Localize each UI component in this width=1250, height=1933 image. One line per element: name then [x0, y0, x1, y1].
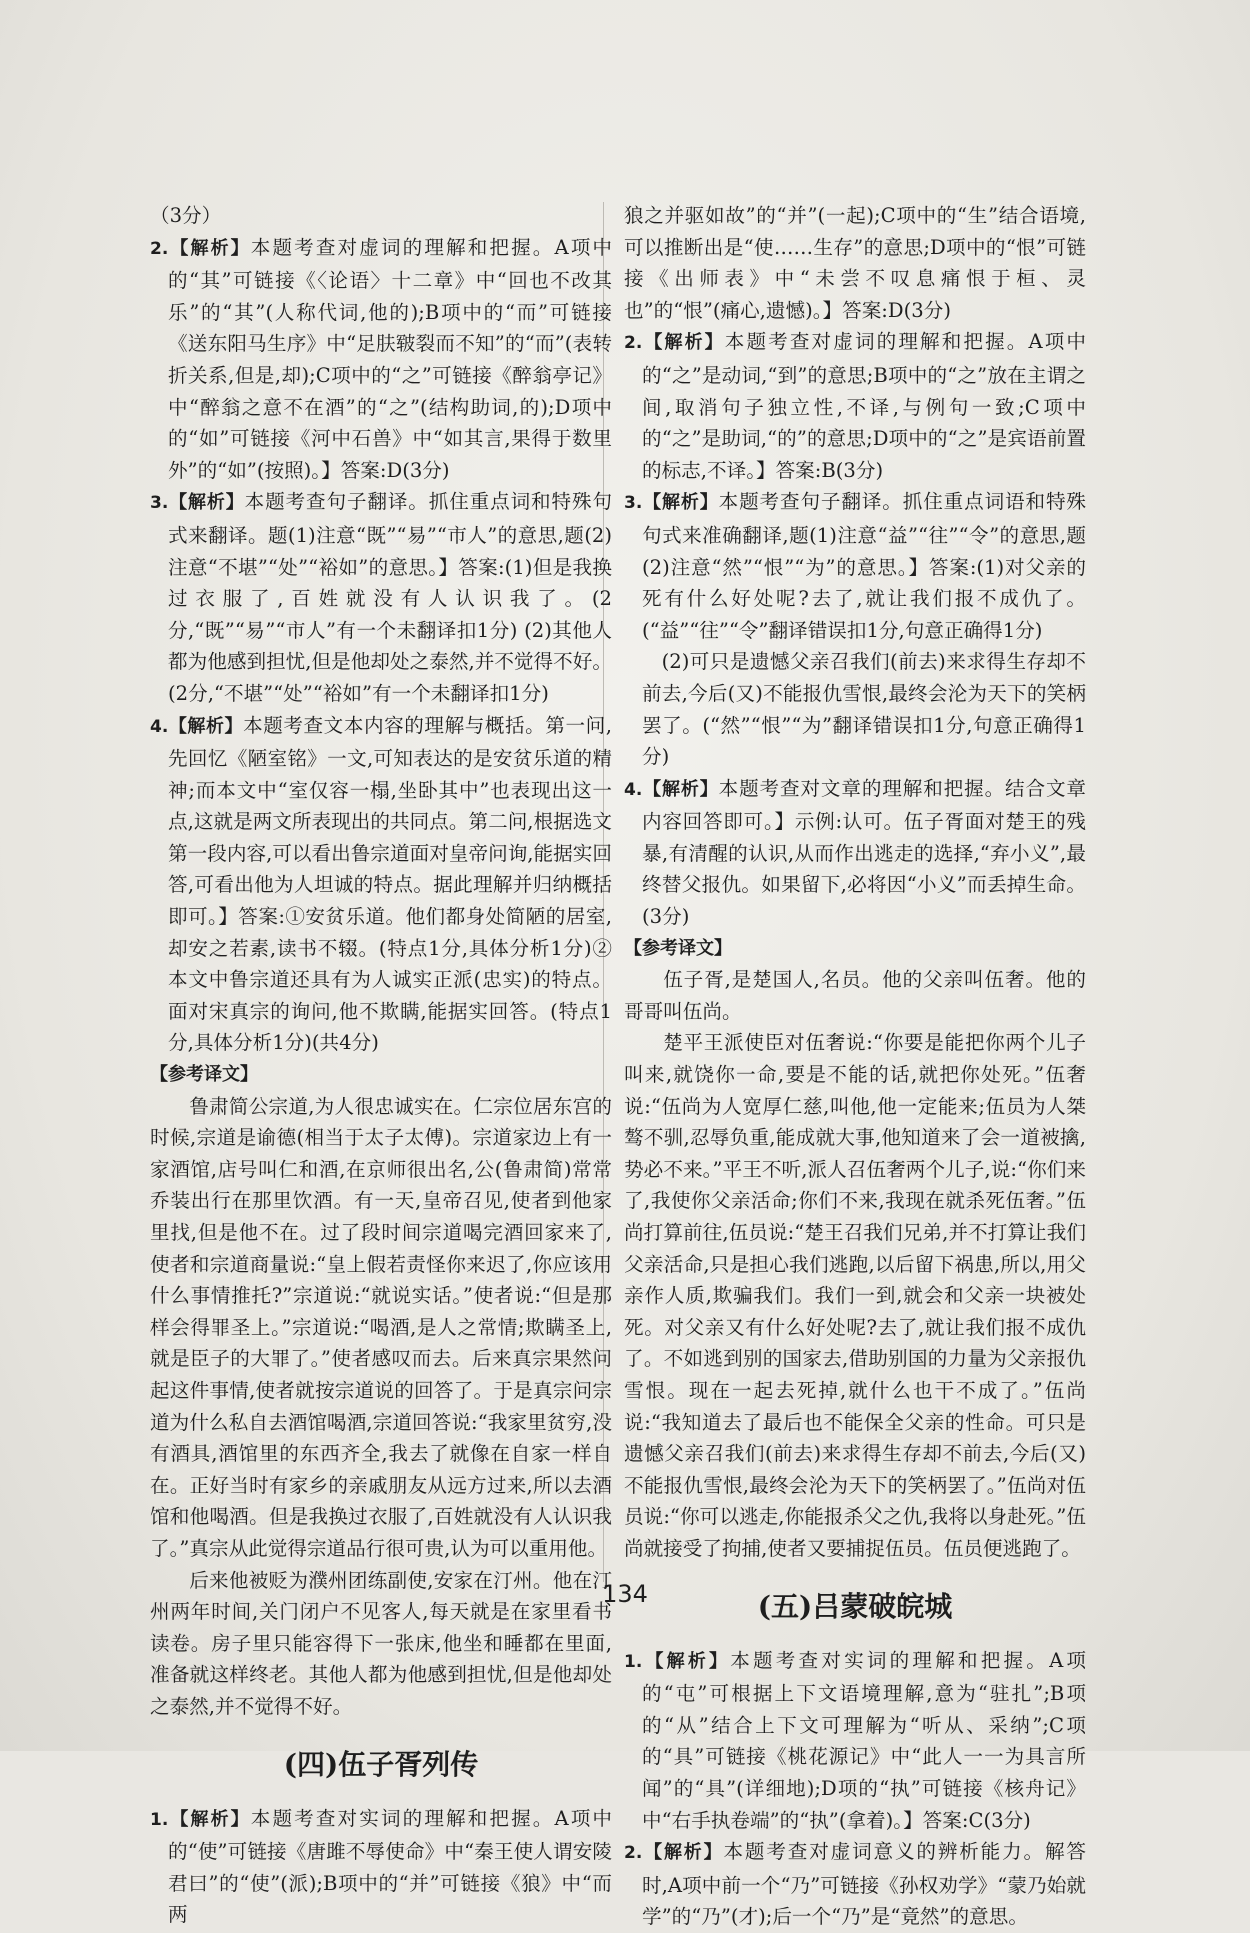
answer-item — [150, 710, 612, 1060]
item-number: 3. — [150, 493, 169, 514]
item-text: 本题考查对实词的理解和把握。A项的“屯”可根据上下文语境理解,意为“驻扎”;B项的“从”结合上下文可理解为“听从、采纳”;C项的“具”可链接《桃花源记》中“此人一一为具言所闻”的“具”(详细地);D项的“执”可链接《核舟记》中“右手执卷端”的“执”(拿着)。】答案:C(3分) — [642, 1648, 1087, 1832]
item-number: 2. — [624, 1843, 643, 1864]
item-number: 1. — [624, 1651, 643, 1672]
answer-item — [624, 326, 1086, 486]
right-column — [624, 200, 1086, 1933]
item-number: 3. — [624, 493, 643, 514]
analysis-tag: 【解析】 — [642, 1650, 731, 1672]
answer-item — [624, 1645, 1086, 1837]
answer-item — [150, 232, 612, 487]
continued-text: （3分） — [150, 204, 222, 227]
reference-translation-heading: 【参考译文】 — [624, 937, 732, 959]
analysis-tag: 【解析】 — [168, 237, 251, 259]
analysis-tag: 【解析】 — [642, 332, 725, 354]
translation-paragraph: 楚平王派使臣对伍奢说:“你要是能把你两个儿子叫来,就饶你一命,要是不能的话,就把你处死。”伍奢说:“伍尚为人宽厚仁慈,叫他,他一定能来;伍员为人桀骜不驯,忍辱负重,能成就大事,他知道来了会一道被擒,势必不来。”平王不听,派人召伍奢两个儿子,说:“你们来了,我使你父亲活命;你们不来,我现在就杀死伍奢。”伍尚打算前往,伍员说:“楚王召我们兄弟,并不打算让我们父亲活命,只是担心我们逃跑,以后留下祸患,所以,用父亲作人质,欺骗我们。我们一到,就会和父亲一块被处死。对父亲又有什么好处呢?去了,就让我们报不成仇了。不如逃到别的国家去,借助别国的力量为父亲报仇雪恨。现在一起去死掉,就什么也干不成了。”伍尚说:“我知道去了最后也不能保全父亲的性命。可只是遗憾父亲召我们(前去)来求得生存却不前去,今后(又)不能报仇雪恨,最终会沦为天下的笑柄罢了。”伍尚对伍员说:“你可以逃走,你能报杀父之仇,我将以身赴死。”伍尚就接受了拘捕,使者又要捕捉伍员。伍员便逃跑了。 — [624, 1031, 1086, 1560]
reference-translation-heading: 【参考译文】 — [150, 1064, 258, 1086]
page-number: 134 — [602, 1580, 648, 1608]
answer-item — [624, 486, 1086, 646]
answer-item — [150, 486, 612, 709]
item-text: 本题考查对虚词的理解和把握。A项中的“之”是动词,“到”的意思;B项中的“之”放在主谓之间,取消句子独立性,不译,与例句一致;C项中的“之”是助词,“的”的意思;D项中的“之”是宾语前置的标志,不译。】答案:B(3分) — [642, 330, 1087, 482]
translation-paragraph: 鲁肃简公宗道,为人很忠诚实在。仁宗位居东宫的时候,宗道是谕德(相当于太子太傅)。宗道家边上有一家酒馆,店号叫仁和酒,在京师很出名,公(鲁肃简)常常乔装出行在那里饮酒。有一天,皇帝召见,使者到他家里找,但是他不在。过了段时间宗道喝完酒回家来了,使者和宗道商量说:“皇上假若责怪你来迟了,你应该用什么事情推托?”宗道说:“就说实话。”使者说:“但是那样会得罪圣上。”宗道说:“喝酒,是人之常情;欺瞒圣上,就是臣子的大罪了。”使者感叹而去。后来真宗果然问起这件事情,使者就按宗道说的回答了。于是真宗问宗道为什么私自去酒馆喝酒,宗道回答说:“我家里贫穷,没有酒具,酒馆里的东西齐全,我去了就像在自家一样自在。正好当时有家乡的亲戚朋友从远方过来,所以去酒馆和他喝酒。但是我换过衣服了,百姓就没有人认识我了。”真宗从此觉得宗道品行很可贵,认为可以重用他。 — [150, 1094, 612, 1560]
item-number: 1. — [150, 1809, 169, 1830]
translation-paragraph: 伍子胥,是楚国人,名员。他的父亲叫伍奢。他的哥哥叫伍尚。 — [624, 968, 1086, 1023]
continued-text: 狼之并驱如故”的“并”(一起);C项中的“生”结合语境,可以推断出是“使……生存”的意思;D项中的“恨”可链接《出师表》中“未尝不叹息痛恨于桓、灵也”的“恨”(痛心,遗憾)。】答案:D(3分) — [624, 204, 1086, 322]
item-number: 4. — [624, 779, 643, 800]
answer-item — [624, 1836, 1086, 1933]
item-text: 本题考查对实词的理解和把握。A项中的“使”可链接《唐雎不辱使命》中“秦王使人谓安陵君曰”的“使”(派);B项中的“并”可链接《狼》中“而两 — [168, 1806, 613, 1927]
analysis-tag: 【解析】 — [168, 1808, 251, 1830]
item-text: 本题考查对文章的理解和把握。结合文章内容回答即可。】示例:认可。伍子胥面对楚王的残暴,有清醒的认识,从而作出逃走的选择,“弃小义”,最终替父报仇。如果留下,必将因“小义”而丢掉生命。(3分) — [642, 776, 1087, 929]
item-number: 2. — [624, 333, 643, 354]
answer-item — [150, 1803, 612, 1931]
analysis-tag: 【解析】 — [642, 492, 719, 514]
item-text: 本题考查对虚词意义的辨析能力。解答时,A项中前一个“乃”可链接《孙权劝学》“蒙乃始就学”的“乃”(才);后一个“乃”是“竟然”的意思。 — [642, 1840, 1087, 1929]
analysis-tag: 【解析】 — [168, 715, 244, 737]
item-text: 本题考查对虚词的理解和把握。A项中的“其”可链接《〈论语〉十二章》中“回也不改其乐”的“其”(人称代词,他的);B项中的“而”可链接《送东阳马生序》中“足肤皲裂而不知”的“而”(表转折关系,但是,却);C项中的“之”可链接《醉翁亭记》中“醉翁之意不在酒”的“之”(结构助词,的);D项中的“如”可链接《河中石兽》中“如其言,果得于数里外”的“如”(按照)。】答案:D(3分) — [168, 235, 613, 482]
left-column — [150, 200, 612, 1931]
translation-paragraph: 后来他被贬为濮州团练副使,安家在汀州。他在汀州两年时间,关门闭户不见客人,每天就是在家里看书读卷。房子里只能容得下一张床,他坐和睡都在里面,准备就这样终老。其他人都为他感到担忧,但是他却处之泰然,并不觉得不好。 — [150, 1568, 612, 1718]
item-text: 本题考查句子翻译。抓住重点词和特殊句式来翻译。题(1)注意“既”“易”“市人”的意思,题(2)注意“不堪”“处”“裕如”的意思。】答案:(1)但是我换过衣服了,百姓就没有人认识我了。(2分,“既”“易”“市人”有一个未翻译扣1分) (2)其他人都为他感到担忧,但是他却处之泰然,并不觉得不好。(2分,“不堪”“处”“裕如”有一个未翻译扣1分) — [168, 490, 613, 705]
item-number: 4. — [150, 716, 169, 737]
section-title: (四)伍子胥列传 — [283, 1747, 479, 1781]
item-number: 2. — [150, 238, 169, 259]
item-text: 本题考查句子翻译。抓住重点词语和特殊句式来准确翻译,题(1)注意“益”“往”“令”的意思,题(2)注意“然”“恨”“为”的意思。】答案:(1)对父亲的死有什么好处呢?去了,就让我们报不成仇了。(“益”“往”“令”翻译错误扣1分,句意正确得1分) — [642, 490, 1087, 642]
analysis-tag: 【解析】 — [168, 492, 245, 514]
analysis-tag: 【解析】 — [642, 1842, 724, 1864]
analysis-tag: 【解析】 — [642, 778, 719, 800]
answer-item — [624, 773, 1086, 933]
section-title: (五)吕蒙破皖城 — [757, 1589, 953, 1623]
item-text: 本题考查文本内容的理解与概括。第一问,先回忆《陋室铭》一文,可知表达的是安贫乐道的精神;而本文中“室仅容一榻,坐卧其中”也表现出这一点,这就是两文所表现出的共同点。第二问,根据选文第一段内容,可以看出鲁宗道面对皇帝问询,能据实回答,可看出他为人坦诚的特点。据此理解并归纳概括即可。】答案:①安贫乐道。他们都身处简陋的居室,却安之若素,读书不辍。(特点1分,具体分析1分)②本文中鲁宗道还具有为人诚实正派(忠实)的特点。面对宋真宗的询问,他不欺瞒,能据实回答。(特点1分,具体分析1分)(共4分) — [168, 713, 612, 1055]
answer-subitem: (2)可只是遗憾父亲召我们(前去)来求得生存却不前去,今后(又)不能报仇雪恨,最终会沦为天下的笑柄罢了。(“然”“恨”“为”翻译错误扣1分,句意正确得1分) — [642, 650, 1086, 769]
